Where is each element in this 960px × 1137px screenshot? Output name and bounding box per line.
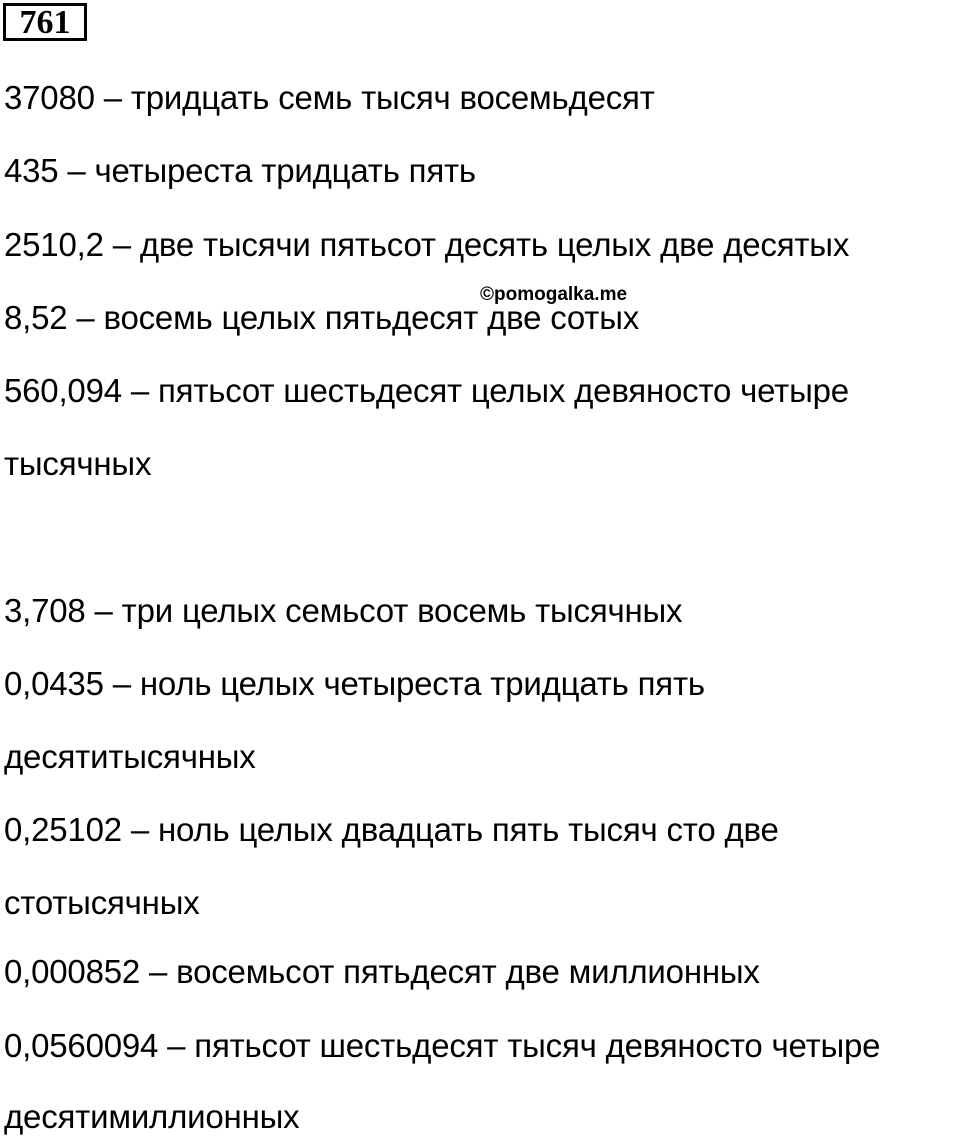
answer-line-10-continuation: десятимиллионных [4, 1098, 300, 1135]
answer-line-9: 0,000852 – восемьсот пятьдесят две миллионных [4, 953, 760, 990]
answer-line-7: 0,0435 – ноль целых четыреста тридцать пять [4, 665, 705, 702]
answer-line-10: 0,0560094 – пятьсот шестьдесят тысяч девяносто четыре [4, 1027, 881, 1064]
answer-line-8-continuation: стотысячных [4, 884, 200, 921]
answer-line-3: 2510,2 – две тысячи пятьсот десять целых две десятых [4, 226, 850, 263]
answer-line-4: 8,52 – восемь целых пятьдесят две сотых [4, 299, 640, 336]
answer-line-7-continuation: десятитысячных [4, 738, 256, 775]
answer-line-5: 560,094 – пятьсот шестьдесят целых девяносто четыре [4, 372, 849, 409]
answer-line-6: 3,708 – три целых семьсот восемь тысячных [4, 592, 683, 629]
answer-line-1: 37080 – тридцать семь тысяч восемьдесят [4, 79, 655, 116]
answer-line-2: 435 – четыреста тридцать пять [4, 152, 476, 189]
answer-line-8: 0,25102 – ноль целых двадцать пять тысяч сто две [4, 811, 779, 848]
answer-line-5-continuation: тысячных [4, 445, 152, 482]
problem-number-box: 761 [3, 3, 87, 41]
watermark: ©pomogalka.me [480, 284, 628, 305]
